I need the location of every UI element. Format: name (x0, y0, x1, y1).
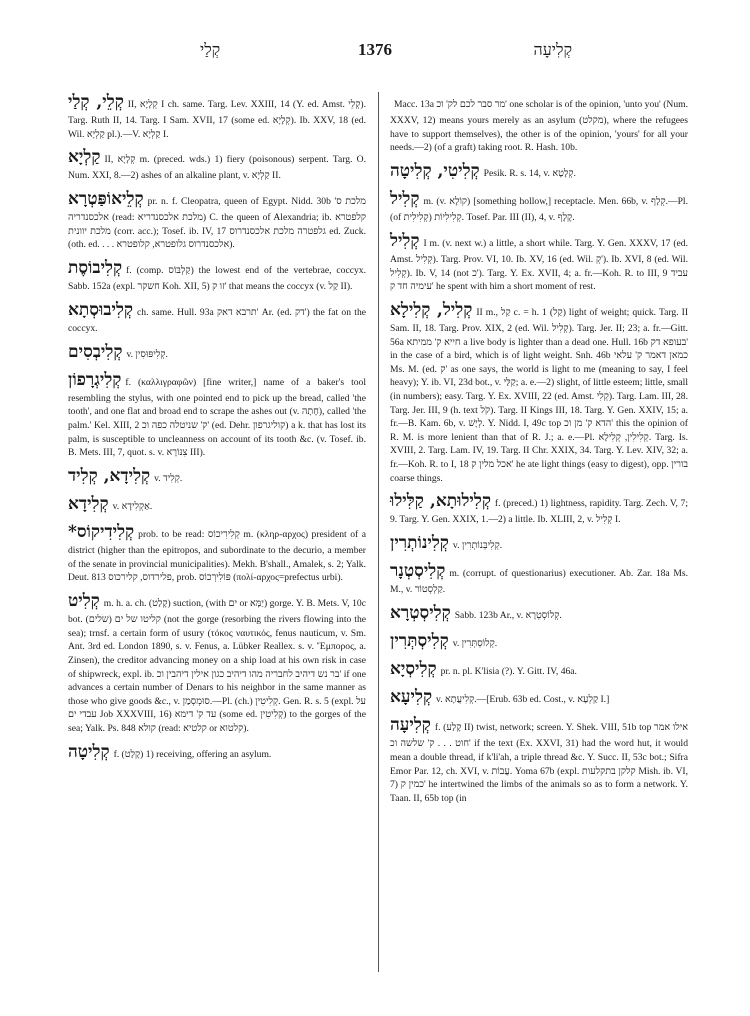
right-column (390, 90, 688, 809)
dictionary-entry (390, 159, 688, 183)
entry-headword: קְלֵי, קְלַי (68, 92, 124, 112)
dictionary-entry (390, 298, 688, 485)
entry-headword: *קְלִידִיקוֹס (68, 522, 135, 543)
entry-headword: קְלִיעָה (390, 715, 431, 736)
entry-text: v. קְלוֹסְתְּרִין. (452, 637, 498, 649)
entry-text: Macc. 13a מר סבר לכם לק' וכ' one scholar is of the opinion, 'unto you' (Num. XXXV, 12) means yours merely as an asylum (מקלט), where the refugees have to support themselves), the other is of the opinion, 'yours' for all your needs.—2) (of a graft) taking root. R. Hash. 10b. (390, 99, 688, 154)
entry-headword: קְלִיבוֹסֶת (68, 258, 123, 279)
dictionary-entry (68, 90, 366, 141)
dictionary-entry (390, 187, 688, 225)
entry-headword: קְלִידָא, קְלִיד (68, 465, 151, 486)
entry-text: ch. same. Hull. 93a תרבא דאק' Ar. (ed. דק') the fat on the coccyx. (68, 306, 367, 334)
entry-text: m. (corrupt. of questionarius) executioner. Ab. Zar. 18a Ms. M., v. קַלְסְטוֹר. (390, 568, 688, 596)
left-column (68, 90, 366, 768)
dictionary-entry (68, 740, 366, 764)
entry-text: v. קְלִיעֲתָא.—[Erub. 63b ed. Cost., v. קַלְעָא I.] (436, 694, 610, 706)
entry-headword: קְלִיט (68, 591, 100, 611)
entry-headword: קְלִידָא (68, 493, 109, 514)
dictionary-entry (390, 713, 688, 805)
entry-text: II, קְלָיָא m. (preced. wds.) 1) fiery (poisonous) serpent. Targ. O. Num. XXI, 8.—2) ashes of an alkaline plant, v. קַלְיָא II. (68, 154, 367, 182)
entry-text: f. (comp. קַלְבּוֹס) the lowest end of the vertebrae, coccyx. Sabb. 152a (expl. חשקר Koh. XII, 5) זו ק' that means the coccyx (v. קַל II). (68, 265, 366, 293)
entry-text: pr. n. pl. K'lisia (?). Y. Gitt. IV, 46a. (440, 666, 577, 678)
entry-text: Sabb. 123b Ar., v. קְלוֹסְטְרָא. (454, 609, 562, 621)
entry-text: Pesik. R. s. 14, v. קְלָטָא. (483, 167, 576, 179)
entry-headword: קַלְיָא (68, 147, 101, 168)
dictionary-entry (68, 520, 366, 585)
dictionary-entry (390, 657, 688, 681)
page-header (0, 0, 750, 70)
entry-headword: קְלִיעָא (390, 687, 433, 708)
page-number: 1376 (358, 40, 392, 59)
entry-text: f. (καλλιγραφῶν) [fine writer,] name of a baker's tool resembling the stylus, with one pointed end to pick up the bread, called 'the tooth', and one flat and broad end to scrape the ashes out (v. חָתָה), called 'the palm.' Kel. XIII, 2 ק' שניטלה כפה וכ' (ed. Dehr. קוליגרפון) a k. that has lost its palm, is susceptible to uncleanness on account of its tooth &c. (v. Tosef. ib. B. Mets. III, 7, quot. s. v. צִנּוֹרָא III). (68, 376, 366, 459)
dictionary-entry (68, 340, 366, 364)
entry-text: m. (v. קוֹלָא) [something hollow,] receptacle. Men. 66b, v. קְלָף.—Pl. (of קְלִילִית) קְלִילִיוֹת. Tosef. Par. III (II), 4, v. קֶלֶף. (390, 196, 688, 224)
entry-text: prob. to be read: קְלִירִיכוֹס m. (κληρ-αρχος) president of a district (higher than the epitropos, and subordinate to the decurio, a member of the senate in provincial municipalities). Mekh. B'shall., Amalek, s. 2; Yalk. Deut. 813 פלירדוס, קלירכוס, prob. פּוֹלִירְכוֹס (πολί-αρχος=prefectus urbi). (68, 529, 366, 584)
entry-text: II, קְלָיָא I ch. same. Targ. Lev. XXIII, 14 (Y. ed. Amst. קְלֵי). Targ. Ruth II, 14. Targ. I Sam. XVII, 17 (some ed. קְלָיָא). Ib. XXV, 18 (ed. Wil. קַלְיָא pl.).—V. קַלְיָא I. (68, 99, 367, 140)
entry-headword: קְלִיסְטְנָר (390, 561, 446, 582)
entry-text: II m., קַל c. = h. קַל) 1) light of weight; quick. Targ. II Sam. II, 18. Targ. Prov. XIX, 2 (ed. Wil. קְלִיל). Targ. Jer. II; 23; a. fr.—Gitt. 56a חייא ק' ממיתא a live body is lighter than a dead one. Hull. 16b בעופא דק' in the case of a bird, which is of light weight. Snh. 46b כמאן דאמר ק' עלאי Ms. M. (ed. ק' as one says, the world is light to me (meaning to say, I feel heavy); Y. ib. VI, 23d bot., v. קַלַּי; a. e.—2) slight, of little esteem; little, small (in numbers); easy. Targ. Y. Ex. XVIII, 22 (ed. Amst. קְלִי). Targ. Lam. III, 28. Targ. Jer. III, 9 (h. text קֹל). Targ. II Kings III, 18. Targ. Y. Gen. XXIV, 15; a. fr.—B. Kam. 6b, v. לְיָשׁ. Y. Nidd. I, 49c top הדא ק' מן וכ' this the opinion of R. M. is more lenient than that of R. J.; a. e.—Pl. קְלִילִין, קְלִילָא. Targ. Is. XVIII, 2. Targ. Lam. IV, 19. Targ. II Chr. XXIX, 34. Targ. Y. Lev. XIV, 32; a. fr.—Koh. R. to I, 18 אכל מלין ק' he ate light things (easy to digest), opp. בורין coarse things. (390, 306, 689, 484)
dictionary-entry (68, 145, 366, 183)
dictionary-entry (390, 229, 688, 294)
dictionary-entry (68, 368, 366, 460)
right-running-head: קְלִיעָה (533, 42, 572, 59)
entry-text: f. (preced.) 1) lightness, rapidity. Targ. Zech. V, 7; 9. Targ. Y. Gen. XXIX, 1.—2) a little. Ib. XLIII, 2, v. קְלִיל I. (390, 498, 688, 526)
dictionary-entry (390, 531, 688, 555)
dictionary-entry (68, 298, 366, 336)
dictionary-entry (68, 256, 366, 294)
entry-headword: קְלִיטָה (68, 741, 110, 762)
dictionary-entry (390, 629, 688, 653)
entry-headword: קְלִיל (390, 189, 420, 210)
dictionary-entry (390, 90, 688, 155)
dictionary-entry (390, 489, 688, 527)
dictionary-entry (68, 464, 366, 488)
entry-headword: קְלִיסְתְּרִין (390, 630, 449, 651)
entry-text: m. h. a. ch. (קָלַט) suction, (with ים or יַמָּא) gorge. Y. B. Mets. V, 10c bot. (שלים) קליטו של ים (not the gorge (resorbing the rivers flowing into the sea); trnsf. a certain form of usury (τόκος ναυτικός, fenus nauticum, v. Sm. Ant. 3rd ed. London 1890, s. v. Fenus, a. Lübker Reallex. s. v. Ἔμπορος, a. Zinsen), the creditor advancing money on a ship load at his own risk in case of shipwreck, expl. ib. בר נש דיהיב לחבריה מהו דיהיב כגון אילין דיהבין וכ' if one advances a certain number of Denars to his neighbor in the same manner as those who give goods &c., v. סוּמְסְמַן.—Pl. (ch.) קְלִיטִין. Gen. R. s. 5 (expl. על עבדי ים Job XXXVIII, 16) עד ק' דימא (some ed. קְלִיטִין) to the gorges of the sea; Yalk. Ps. 848 קולא (read: קלטיא or קלטוא). (68, 598, 366, 734)
entry-text: v. קְלִיד. (154, 472, 183, 484)
entry-text: v. אַקְלִידָא. (112, 500, 153, 512)
entry-headword: קְלֵיאוֹפַּטְרָא (68, 189, 144, 210)
left-running-head: קְלַי (200, 42, 221, 59)
entry-text: f. (קָלַט) 1) receiving, offering an asylum. (113, 748, 272, 760)
entry-headword: קְלִילוּתָא, קַלִּילוּ (390, 491, 491, 512)
dictionary-entry (68, 187, 366, 252)
entry-headword: קְלִיבוּסְתָא (68, 299, 134, 320)
entry-headword: קְלִיסְיָא (390, 659, 437, 680)
dictionary-entry (390, 685, 688, 709)
entry-text: v. קְלִיפּוּסִין. (126, 348, 168, 360)
entry-text: I m. (v. next w.) a little, a short while. Targ. Y. Gen. XXXV, 17 (ed. Amst. קְלִיל). Targ. Prov. VI, 10. Ib. XV, 16 (ed. Wil. קְ'). Ib. XVI, 8 (ed. Wil. קְלִיל). Ib. V, 14 (not כ'). Targ. Y. Ex. XVII, 4; a. fr.—Koh. R. to III, 9 עביד עימיה חד ק' he spent with him a short moment of rest. (390, 237, 689, 293)
dictionary-entry (68, 589, 366, 736)
dictionary-entry (68, 492, 366, 516)
entry-headword: קְלִיטִי, קְלִיטָה (390, 160, 480, 181)
entry-headword: קְלִינוֹתְרִין (390, 532, 449, 553)
entry-headword: קְלִיסְטְרָא (390, 602, 451, 623)
dictionary-entry (390, 601, 688, 625)
dictionary-entry (390, 559, 688, 597)
entry-text: f. (קָלַע II) twist, network; screen. Y. Shek. VIII, 51b top אילו אמר חוט . . . ק' שלשה וכ' if the text (Ex. XXVI, 31) had the word hut, it would mean a double thread, if k'li'ah, a triple thread &c. Y. Succ. II, 53c bot.; Sifra Emor Par. 12, ch. XVI, v. עֲבוֹת. Yoma 67b (expl. קלקן בתקלעות Mish. ib. VI, 7) כמין ק' he intertwined the limbs of the animals so as to form a network. Y. Taan. II, 65b top (in (390, 722, 689, 804)
entry-text: pr. n. f. Cleopatra, queen of Egypt. Nidd. 30b מלכת ס' אלכסנדריה (read: מלכת אלכסנדריא) C. the queen of Alexandria; ib. קלפטרא מלכת יוונית (corr. acc.); Tosef. ib. IV, 17 גלפטרה מלכת אלכסנדרוס ed. Zuck. (oth. ed. . . . אלכסנדרוס גלופטרא, קלופטרא). (68, 196, 366, 251)
entry-headword: קְלִיגְרָפוֹן (68, 369, 122, 390)
entry-text: v. קְלִיבְּנוֹתְרִין. (452, 539, 503, 551)
column-divider (378, 92, 379, 972)
entry-headword: קְלִיבְסִים (68, 341, 123, 362)
entry-headword: קְלִיל, קְלִילָא (390, 299, 473, 320)
entry-headword: קְלִיל (390, 230, 420, 251)
